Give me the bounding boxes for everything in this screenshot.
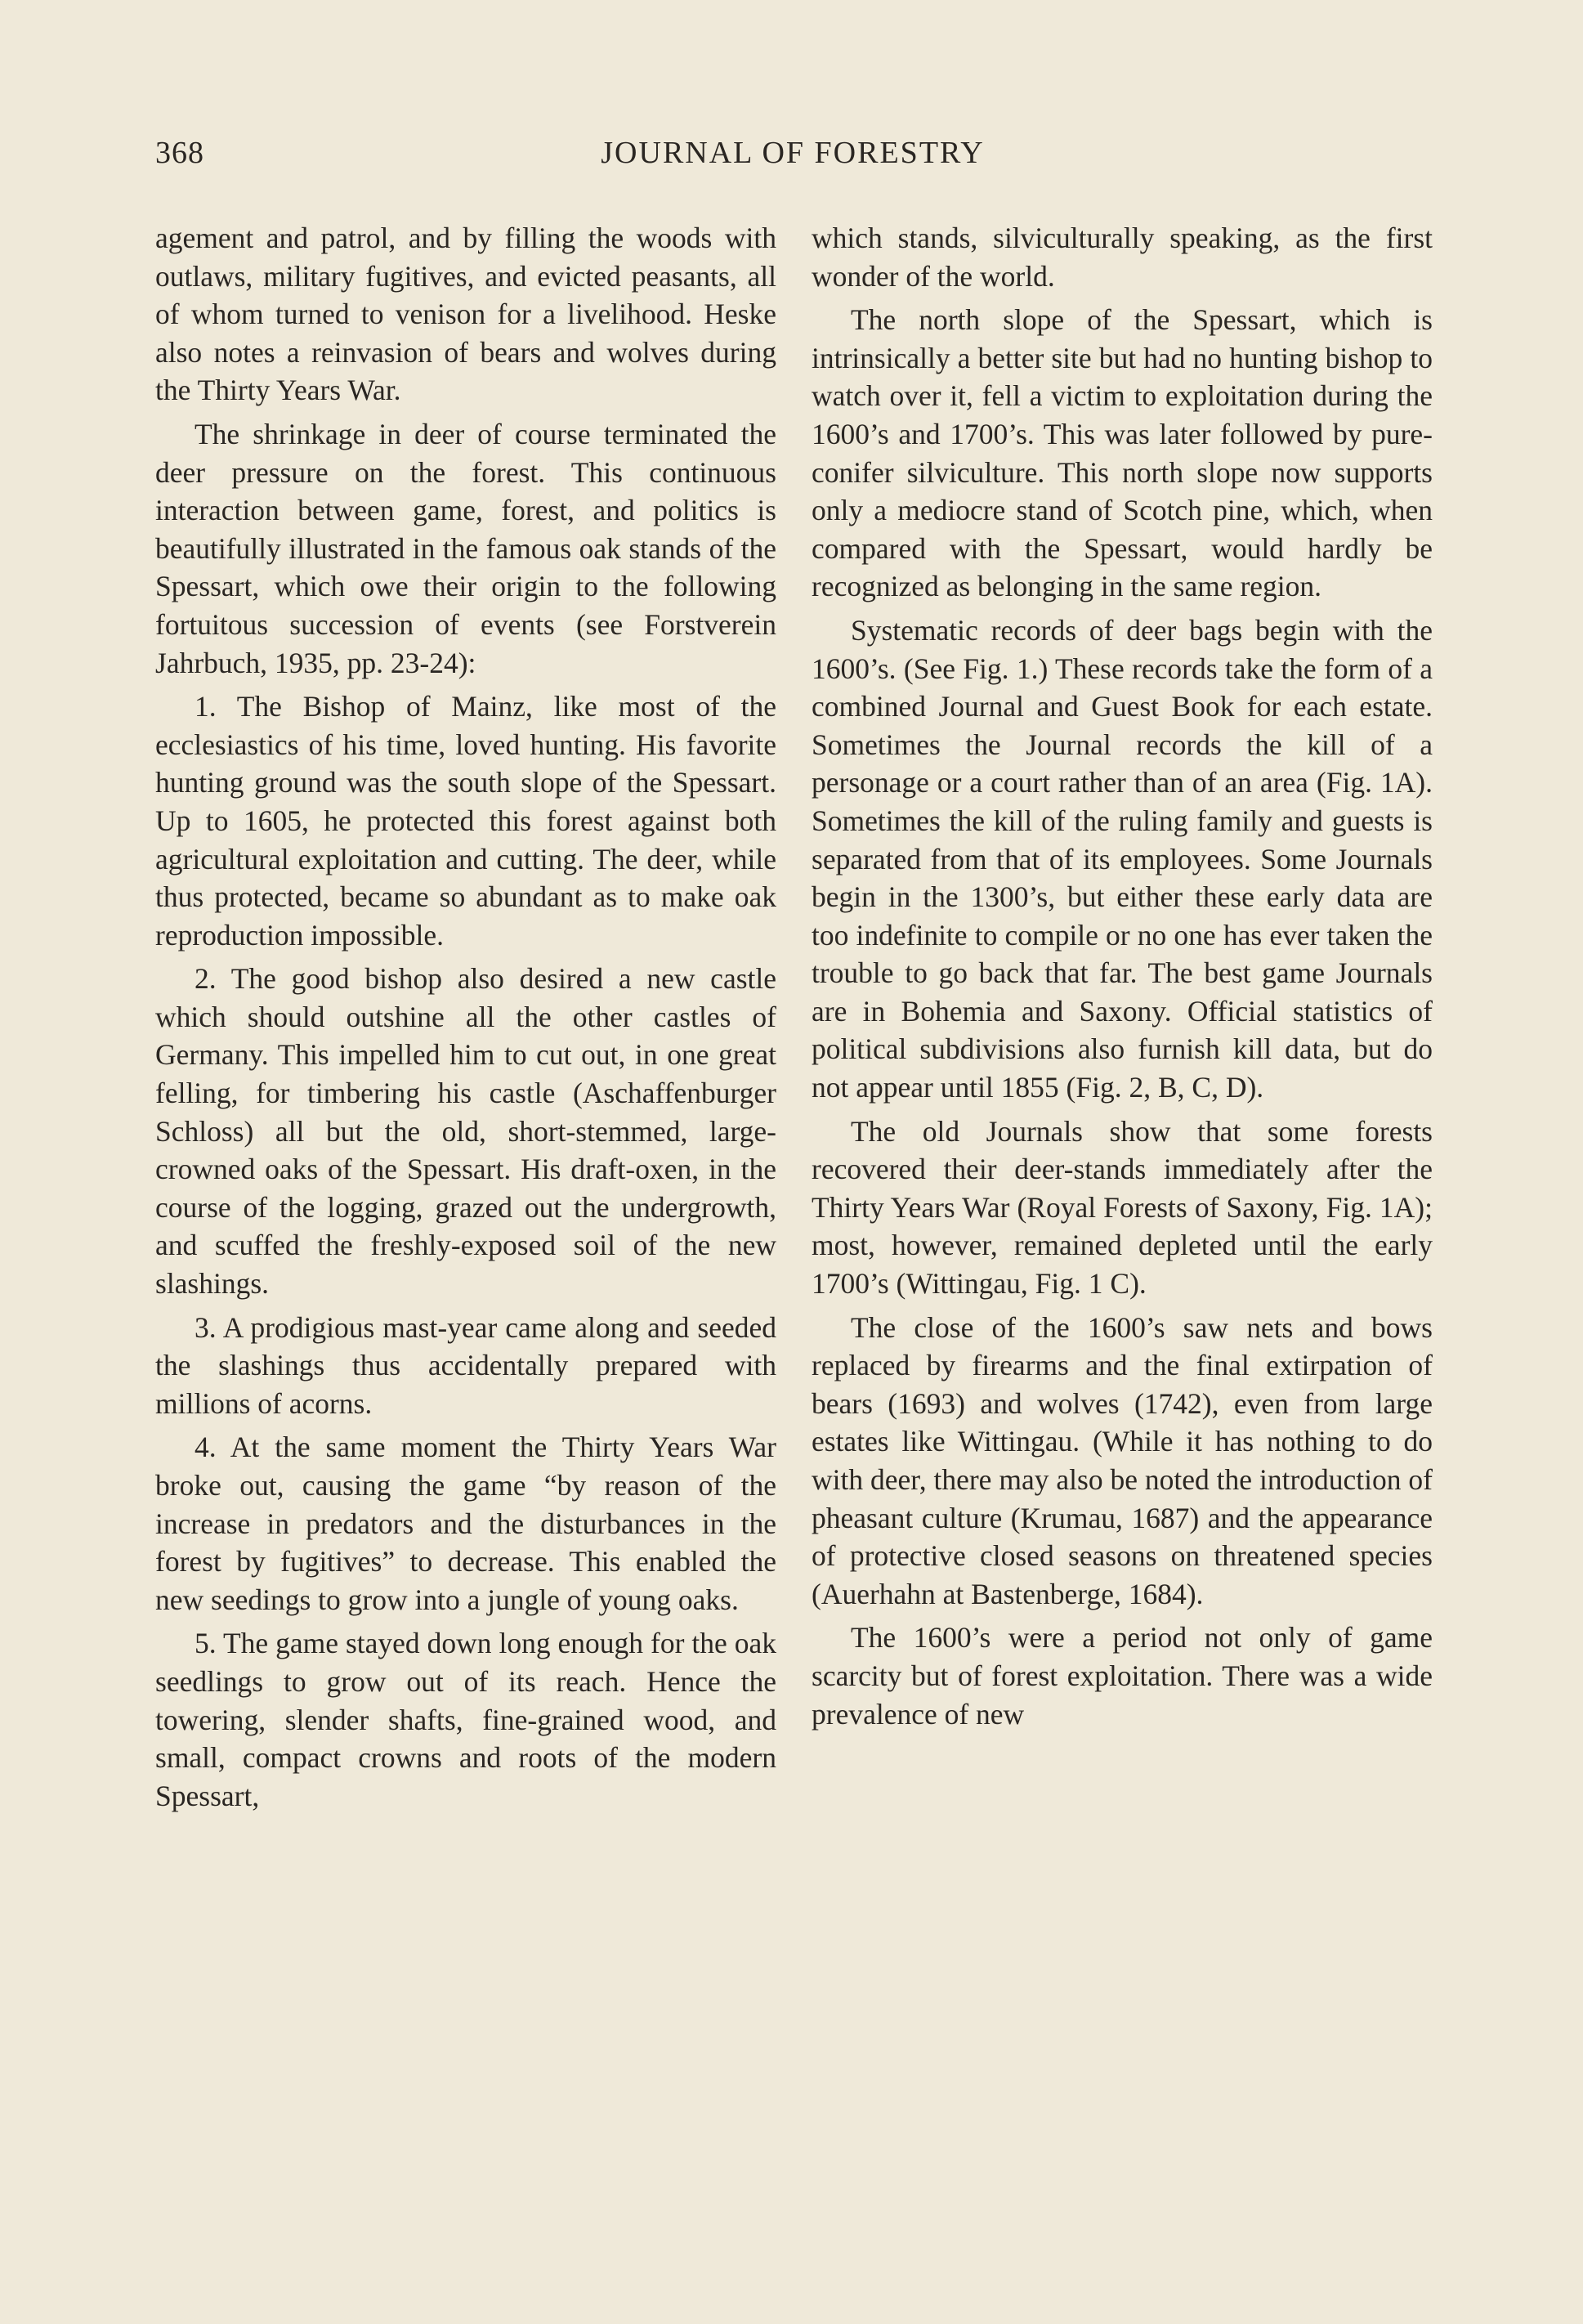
- paragraph: The north slope of the Spessart, which is intrinsically a better site but had no hunting bishop to watch over it, fell a victim to exploitation during the 1600’s and 1700’s. This was later followed by pure-conifer silviculture. This north slope now supports only a mediocre stand of Scotch pine, which, when compared with the Spessart, would hardly be recognized as belonging in the same region.: [812, 303, 1433, 603]
- paragraph: The close of the 1600’s saw nets and bows replaced by firearms and the final extirpation of bears (1693) and wolves (1742), even from large estates like Wittingau. (While it has nothing to do with deer, there may also be noted the introduction of pheasant culture (Krumau, 1687) and the appearance of protective closed seasons on threatened species (Auerhahn at Bastenberge, 1684).: [812, 1310, 1433, 1610]
- paragraph: 4. At the same moment the Thirty Years War broke out, causing the game “by reason of the increase in predators and the disturbances in the forest by fugitives” to decrease. This enabled the new seedings to grow into a jungle of young oaks.: [155, 1431, 776, 1616]
- paragraph: 2. The good bishop also desired a new castle which should outshine all the other castles of Germany. This impelled him to cut out, in one great felling, for timbering his castle (Aschaffenburger Schloss) all but the old, short-stemmed, large-crowned oaks of the Spessart. His draft-oxen, in the course of the logging, grazed out the undergrowth, and scuffed the freshly-exposed soil of the new slashings.: [155, 962, 776, 1301]
- paragraph: 3. A prodigious mast-year came along and seeded the slashings thus accidentally prepared with millions of acorns.: [155, 1310, 776, 1420]
- right-column: [812, 219, 1433, 1739]
- journal-title: JOURNAL OF FORESTRY: [601, 136, 985, 170]
- paragraph: The shrinkage in deer of course terminated the deer pressure on the forest. This continuous interaction between game, forest, and politics is beautifully illustrated in the famous oak stands of the Spessart, which owe their origin to the following fortuitous succession of events (see Forstverein Jahrbuch, 1935, pp. 23-24):: [155, 417, 776, 679]
- paragraph: 1. The Bishop of Mainz, like most of the ecclesiastics of his time, loved hunting. His favorite hunting ground was the south slope of the Spessart. Up to 1605, he protected this forest against both agricultural exploitation and cutting. The deer, while thus protected, became so abundant as to make oak reproduction impossible.: [155, 690, 776, 952]
- page-number: 368: [155, 136, 204, 170]
- paragraph: The old Journals show that some forests recovered their deer-stands immediately after the Thirty Years War (Royal Forests of Saxony, Fig. 1A); most, however, remained depleted until the early 1700’s (Wittingau, Fig. 1 C).: [812, 1114, 1433, 1301]
- paragraph: agement and patrol, and by filling the woods with outlaws, military fugitives, and evicted peasants, all of whom turned to venison for a livelihood. Heske also notes a reinvasion of bears and wolves during the Thirty Years War.: [155, 222, 776, 407]
- paragraph: which stands, silviculturally speaking, as the first wonder of the world.: [812, 222, 1433, 293]
- page-header: [155, 135, 1430, 184]
- paragraph: 5. The game stayed down long enough for the oak seedlings to grow out of its reach. Hence the towering, slender shafts, fine-grained wood, and small, compact crowns and roots of the modern Spessart,: [155, 1627, 776, 1812]
- paragraph: Systematic records of deer bags begin with the 1600’s. (See Fig. 1.) These records take the form of a combined Journal and Guest Book for each estate. Sometimes the Journal records the kill of a personage or a court rather than of an area (Fig. 1A). Sometimes the kill of the ruling family and guests is separated from that of its employees. Some Journals begin in the 1300’s, but either these early data are too indefinite to compile or no one has ever taken the trouble to go back that far. The best game Journals are in Bohemia and Saxony. Official statistics of political subdivisions also furnish kill data, but do not appear until 1855 (Fig. 2, B, C, D).: [812, 613, 1433, 1104]
- left-column: [155, 219, 776, 1820]
- paragraph: The 1600’s were a period not only of game scarcity but of forest exploitation. There was a wide prevalence of new: [812, 1621, 1433, 1731]
